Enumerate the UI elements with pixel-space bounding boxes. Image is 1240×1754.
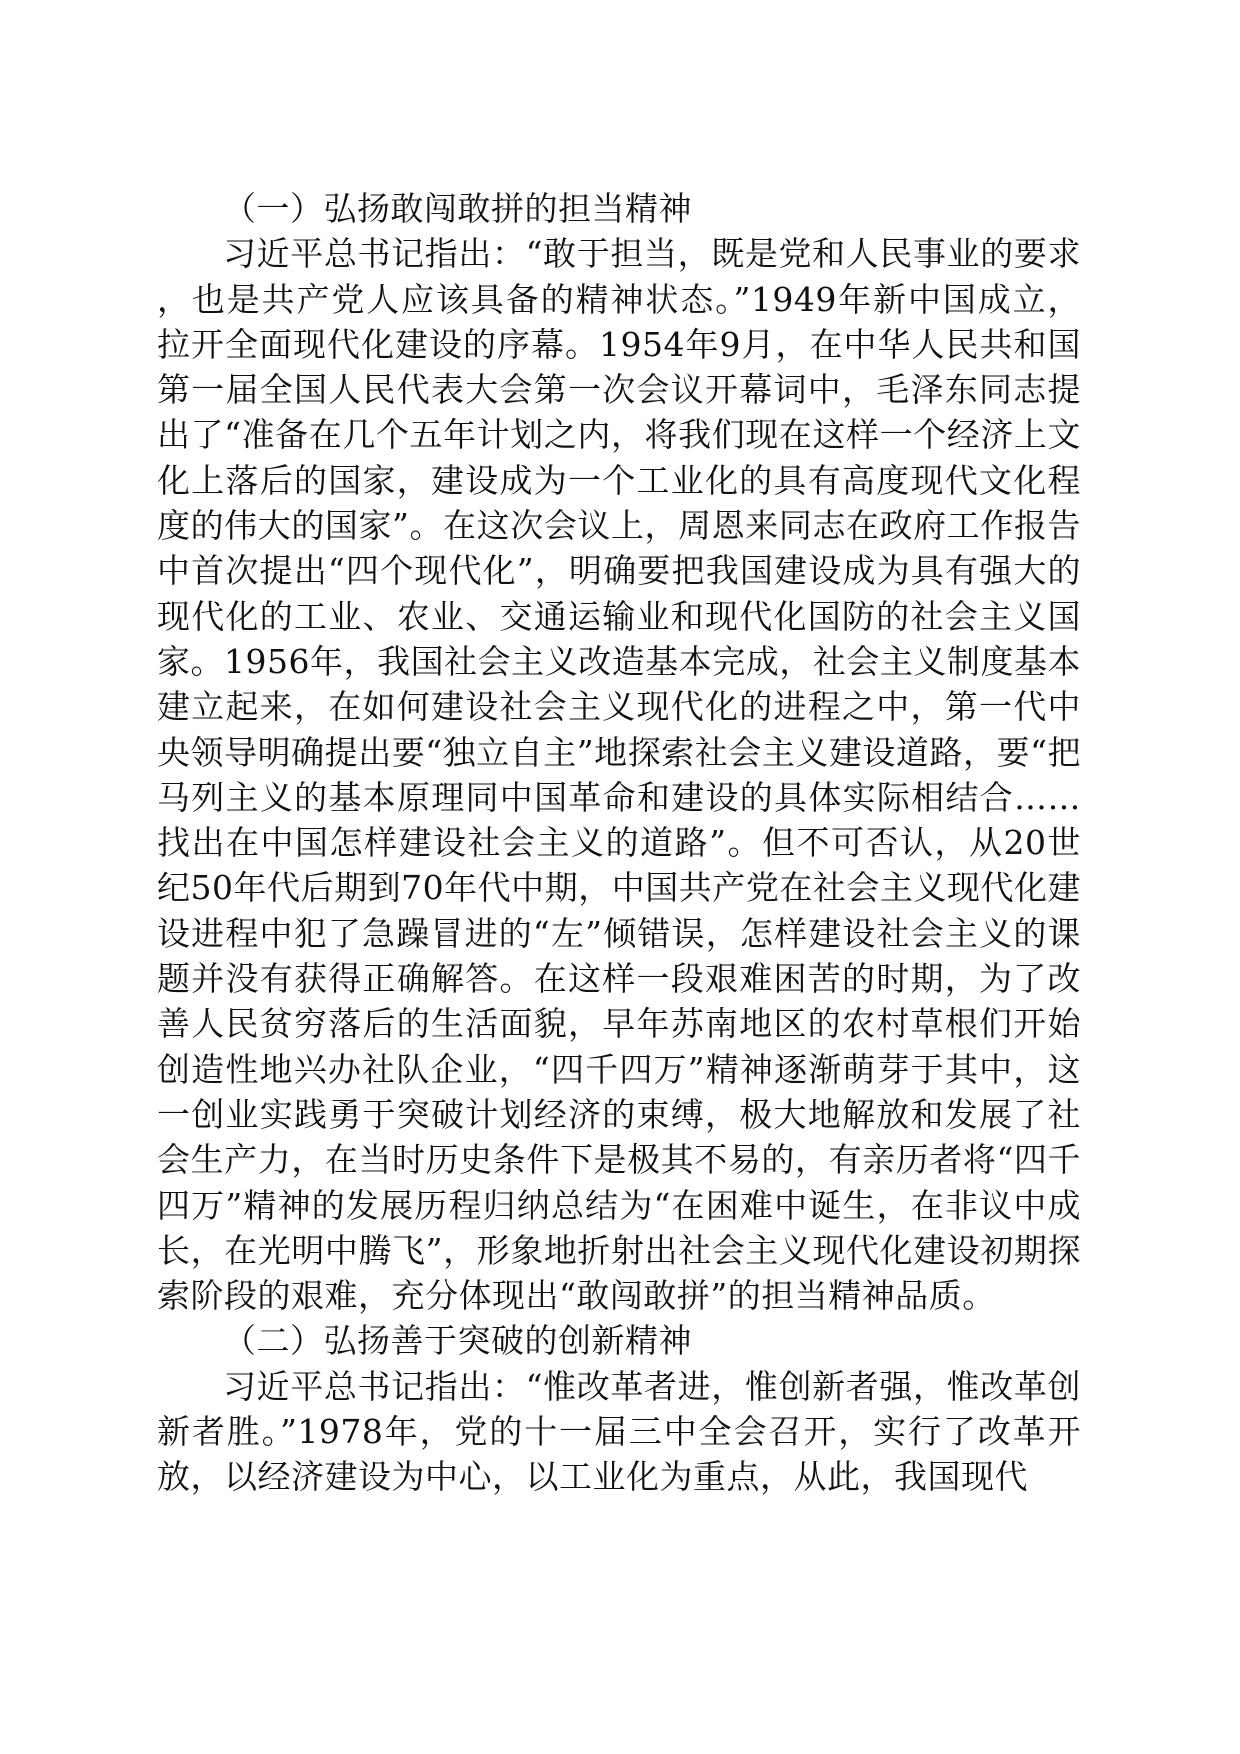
document-body	[157, 186, 1081, 1500]
section-heading-1: （一）弘扬敢闯敢拼的担当精神	[223, 189, 692, 228]
section-2-paragraph-1: 习近平总书记指出：“惟改革者进，惟创新者强，惟改革创新者胜。”1978年，党的十一届三中全会召开，实行了改革开放，以经济建设为中心，以工业化为重点，从此，我国现代	[157, 1366, 1081, 1497]
section-heading-2: （二）弘扬善于突破的创新精神	[223, 1321, 692, 1361]
section-1-paragraph-1: 习近平总书记指出：“敢于担当，既是党和人民事业的要求，也是共产党人应该具备的精神状态。”1949年新中国成立，拉开全面现代化建设的序幕。1954年9月，在中华人民共和国第一届全国人民代表大会第一次会议开幕词中，毛泽东同志提出了“准备在几个五年计划之内，将我们现在这样一个经济上文化上落后的国家，建设成为一个工业化的具有高度现代文化程度的伟大的国家”。在这次会议上，周恩来同志在政府工作报告中首次提出“四个现代化”，明确要把我国建设成为具有强大的现代化的工业、农业、交通运输业和现代化国防的社会主义国家。1956年，我国社会主义改造基本完成，社会主义制度基本建立起来，在如何建设社会主义现代化的进程之中，第一代中央领导明确提出要“独立自主”地探索社会主义建设道路，要“把马列主义的基本原理同中国革命和建设的具体实际相结合……找出在中国怎样建设社会主义的道路”。但不可否认，从20世纪50年代后期到70年代中期，中国共产党在社会主义现代化建设进程中犯了急躁冒进的“左”倾错误，怎样建设社会主义的课题并没有获得正确解答。在这样一段艰难困苦的时期，为了改善人民贫穷落后的生活面貌，早年苏南地区的农村草根们开始创造性地兴办社队企业，“四千四万”精神逐渐萌芽于其中，这一创业实践勇于突破计划经济的束缚，极大地解放和发展了社会生产力，在当时历史条件下是极其不易的，有亲历者将“四千四万”精神的发展历程归纳总结为“在困难中诞生，在非议中成长，在光明中腾飞”，形象地折射出社会主义现代化建设初期探索阶段的艰难，充分体现出“敢闯敢拼”的担当精神品质。	[157, 234, 1081, 1316]
